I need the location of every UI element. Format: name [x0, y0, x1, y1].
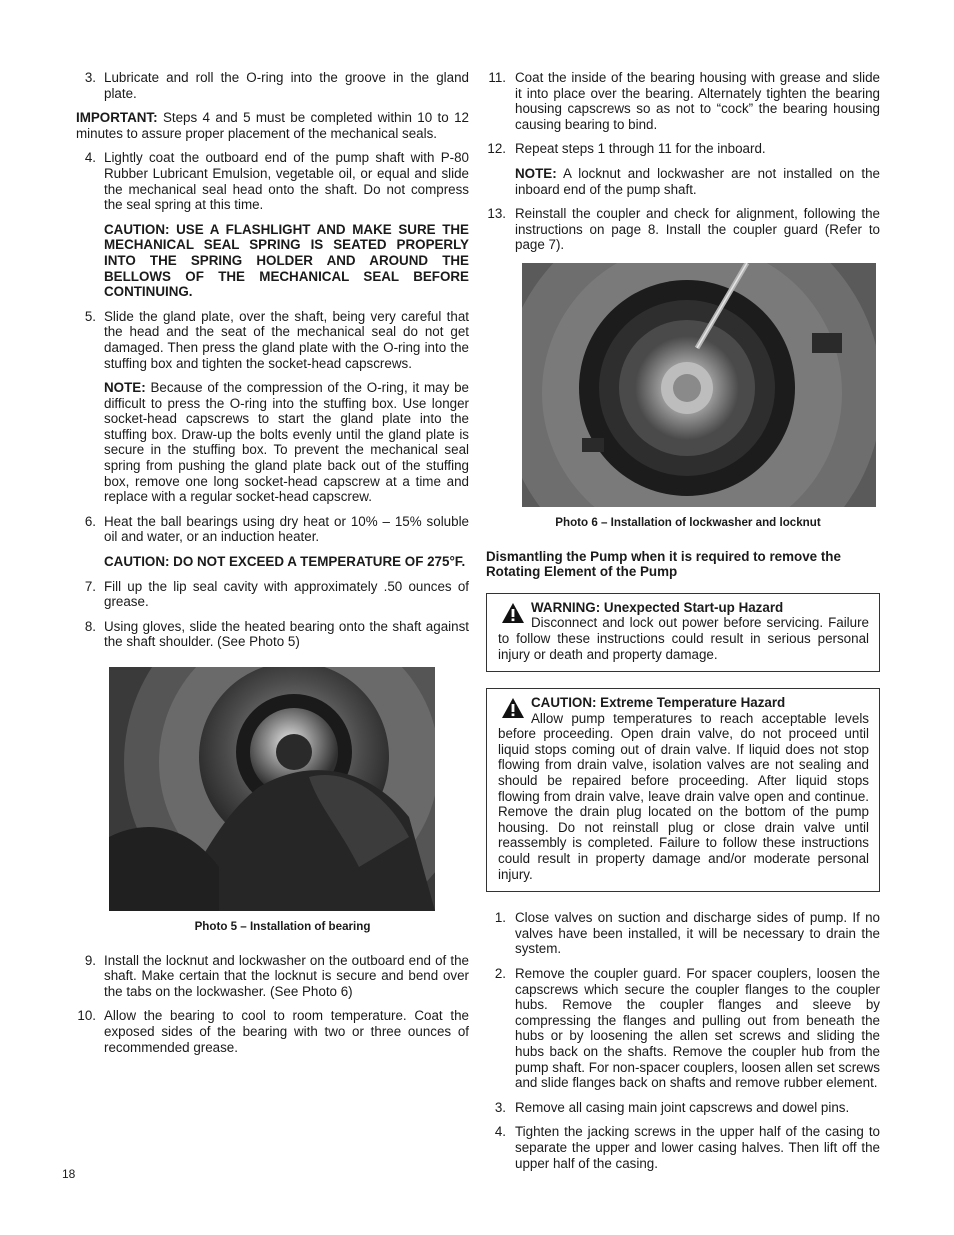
- dismantle-step-2: [486, 966, 880, 1091]
- step-9: [76, 953, 469, 1000]
- step-number: 9.: [84, 952, 96, 968]
- step-number: 4.: [84, 150, 96, 166]
- step-number: 2.: [494, 966, 506, 981]
- step-text: Coat the inside of the bearing housing with grease and slide it into place over the bearing. Alternately tighten the bearing housing capscrews so as not to “cock” the bearing housing causing bearing to bind.: [515, 70, 880, 132]
- step-13: [486, 206, 880, 253]
- step-text: Close valves on suction and discharge sides of pump. If no valves have been installed, it will be necessary to drain the system.: [515, 910, 880, 957]
- step-number: 13.: [487, 206, 506, 222]
- step-11: [486, 70, 880, 132]
- step-text: Slide the gland plate, over the shaft, being very careful that the head and the seat of the mechanical seal do not get damaged. Then press the gland plate with the O-ring into the stuffing box and tighten the socket-head capscrews.: [104, 308, 469, 371]
- warning-triangle-icon: [501, 602, 525, 624]
- step-7: [76, 579, 469, 610]
- step-text: Remove all casing main joint capscrews and dowel pins.: [515, 1099, 850, 1115]
- caution-title: CAUTION: Extreme Temperature Hazard: [531, 695, 786, 711]
- step-text: Reinstall the coupler and check for alignment, following the instructions on page 8. Install the coupler guard (Refer to page 7).: [515, 206, 880, 253]
- step-10: [76, 1008, 469, 1055]
- step-text: Tighten the jacking screws in the upper half of the casing to separate the upper and lower casing halves. Then lift off the upper half of the casing.: [515, 1124, 880, 1171]
- step-5: [76, 309, 469, 371]
- step-text: Fill up the lip seal cavity with approximately .50 ounces of grease.: [104, 578, 469, 610]
- note-text: A locknut and lockwasher are not installed on the inboard end of the pump shaft.: [515, 165, 880, 197]
- step-3: [76, 70, 469, 101]
- step-6: [76, 514, 469, 545]
- step-text: Heat the ball bearings using dry heat or 10% – 15% soluble oil and water, or an induction heater.: [104, 513, 469, 545]
- photo-6-locknut-installation: [522, 263, 876, 507]
- photo-5-bearing-installation: [109, 667, 435, 911]
- note-text: Because of the compression of the O-ring, it may be difficult to press the O-ring into the stuffing box. Use longer socket-head capscrews to start the gland plate into the stuffing box. Draw-up the bolts evenly until the gland plate is secure in the stuffing box. To prevent the mechanical seal spring from pushing the gland plate back out of the stuffing box, remove one long socket-head capscrew at a time and replace with a regular socket-head capscrew.: [104, 380, 469, 505]
- caution-step-4: CAUTION: USE A FLASHLIGHT AND MAKE SURE THE MECHANICAL SEAL SPRING IS SEATED PROPERLY INTO THE SPRING HOLDER AND AROUND THE BELLOWS OF THE MECHANICAL SEAL BEFORE CONTINUING.: [104, 221, 469, 300]
- caution-box: [486, 688, 880, 892]
- dismantle-step-1: [486, 910, 880, 957]
- step-number: 3.: [84, 70, 96, 85]
- step-text: Repeat steps 1 through 11 for the inboard.: [515, 141, 766, 157]
- photo-5-caption: Photo 5 – Installation of bearing: [194, 920, 371, 933]
- note-step-5: [76, 380, 469, 505]
- step-text: Lubricate and roll the O-ring into the groove in the gland plate.: [104, 70, 469, 101]
- step-text: Remove the coupler guard. For spacer couplers, loosen the capscrews which secure the coupler flanges to the coupler hubs. Remove the coupler flanges and sleeve by compressing the flanges and pulling out from beneath the hubs or by loosening the allen set screws and sliding the hubs back on the shafts. Remove the coupler hub from the pump shaft. For non-spacer couplers, loosen allen set screws and slide flanges back on shafts and remove rubber element.: [515, 966, 880, 1091]
- caution-step-6: CAUTION: DO NOT EXCEED A TEMPERATURE OF 275°F.: [104, 554, 466, 570]
- photo-5-image: [109, 667, 435, 911]
- step-number: 7.: [84, 578, 96, 594]
- step-number: 5.: [84, 308, 96, 324]
- note-step-12: [486, 166, 880, 197]
- important-label: IMPORTANT:: [76, 110, 158, 126]
- step-text: Install the locknut and lockwasher on the outboard end of the shaft. Make certain that the locknut is secure and bend over the tabs on the lockwasher. (See Photo 6): [104, 952, 469, 999]
- note-label: NOTE:: [104, 380, 146, 396]
- dismantle-step-4: [486, 1124, 880, 1171]
- photo-6-caption: Photo 6 – Installation of lockwasher and locknut: [555, 515, 821, 529]
- warning-text: Disconnect and lock out power before servicing. Failure to follow these instructions could result in serious personal injury or death and property damage.: [498, 615, 869, 662]
- step-text: Allow the bearing to cool to room temperature. Coat the exposed sides of the bearing with two or three ounces of recommended grease.: [104, 1008, 469, 1055]
- caution-triangle-icon: [501, 697, 525, 719]
- step-text: Lightly coat the outboard end of the pump shaft with P-80 Rubber Lubricant Emulsion, vegetable oil, or equal and slide the mechanical seal head onto the shaft. Do not compress the seal spring at this time.: [104, 150, 469, 213]
- step-number: 8.: [84, 618, 96, 634]
- section-heading: Dismantling the Pump when it is required to remove the Rotating Element of the Pump: [486, 548, 841, 580]
- step-number: 12.: [487, 141, 506, 157]
- step-text: Using gloves, slide the heated bearing onto the shaft against the shaft shoulder. (See Photo 5): [104, 618, 469, 650]
- page-number: 18: [62, 1167, 76, 1181]
- left-column: [76, 70, 469, 1064]
- warning-title: WARNING: Unexpected Start-up Hazard: [531, 599, 784, 615]
- dismantle-step-3: [486, 1100, 880, 1116]
- step-12: [486, 141, 880, 157]
- step-4: [76, 150, 469, 212]
- warning-box: [486, 593, 880, 672]
- caution-text: Allow pump temperatures to reach acceptable levels before proceeding. Open drain valve, do not proceed until liquid stops coming out of drain valve. If liquid does not stop flowing from drain valve, isolation valves are not sealing and should be repaired before proceeding. After liquid stops flowing from drain valve, leave drain valve open and continue. Remove the drain plug located on the bottom of the pump housing. Do not reinstall plug or close drain valve until reassembly is completed. Failure to follow these instructions could result in property damage and/or moderate personal injury.: [498, 710, 869, 882]
- step-number: 1.: [494, 910, 506, 926]
- step-8: [76, 619, 469, 650]
- right-column: [486, 70, 880, 1180]
- step-number: 4.: [494, 1124, 506, 1140]
- step-number: 10.: [77, 1008, 96, 1024]
- important-note: [76, 110, 469, 141]
- step-number: 11.: [488, 70, 506, 85]
- step-number: 3.: [494, 1099, 506, 1115]
- important-text: Steps 4 and 5 must be completed within 10 to 12 minutes to assure proper placement of the mechanical seals.: [76, 110, 469, 141]
- photo-6-image: [522, 263, 876, 507]
- step-number: 6.: [84, 513, 96, 529]
- note-label: NOTE:: [515, 165, 557, 181]
